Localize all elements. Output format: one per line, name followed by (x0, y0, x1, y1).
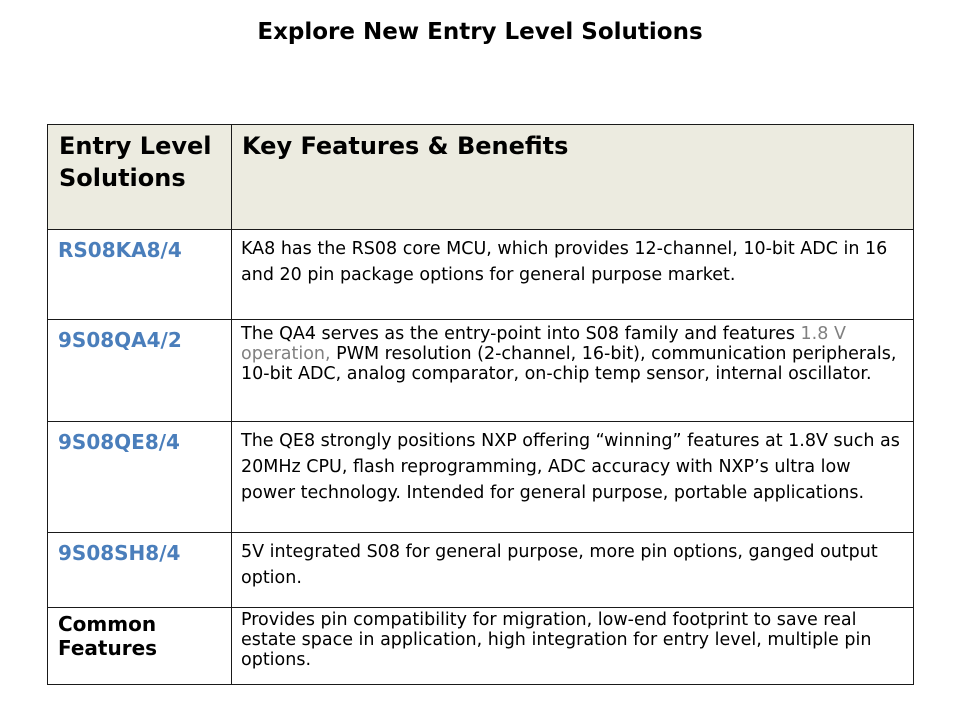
part-number-cell: RS08KA8/4 (48, 230, 232, 320)
description-cell (232, 320, 914, 422)
solutions-table (47, 124, 914, 685)
table-row (48, 422, 914, 533)
table-row (48, 320, 914, 422)
part-number-cell: 9S08QE8/4 (48, 422, 232, 533)
table-header-row (48, 125, 914, 230)
part-number-cell: 9S08QA4/2 (48, 320, 232, 422)
description-cell: Provides pin compatibility for migration, low-end footprint to save real estate space in application, high integration for entry level, multiple pin options. (232, 608, 914, 685)
table-row (48, 533, 914, 608)
description-cell: The QE8 strongly positions NXP offering “winning” features at 1.8V such as 20MHz CPU, flash reprogramming, ADC accuracy with NXP’s ultra low power technology. Intended for general purpose, portable applications. (232, 422, 914, 533)
description-text: The QA4 serves as the entry-point into S08 family and features (241, 324, 801, 344)
common-features-label: Common Features (48, 608, 232, 685)
description-cell: 5V integrated S08 for general purpose, more pin options, ganged output option. (232, 533, 914, 608)
highlighted-feature-text: 1.8 V operation, (241, 324, 846, 364)
description-text: PWM resolution (2-channel, 16-bit), communication peripherals, 10-bit ADC, analog comparator, on-chip temp sensor, internal oscillator. (241, 344, 897, 384)
column-header-solutions: Entry Level Solutions (48, 125, 232, 230)
column-header-features: Key Features & Benefits (232, 125, 914, 230)
slide-title: Explore New Entry Level Solutions (257, 19, 703, 45)
table-row (48, 608, 914, 685)
part-number-cell: 9S08SH8/4 (48, 533, 232, 608)
description-cell: KA8 has the RS08 core MCU, which provides 12-channel, 10-bit ADC in 16 and 20 pin package options for general purpose market. (232, 230, 914, 320)
table-row (48, 230, 914, 320)
